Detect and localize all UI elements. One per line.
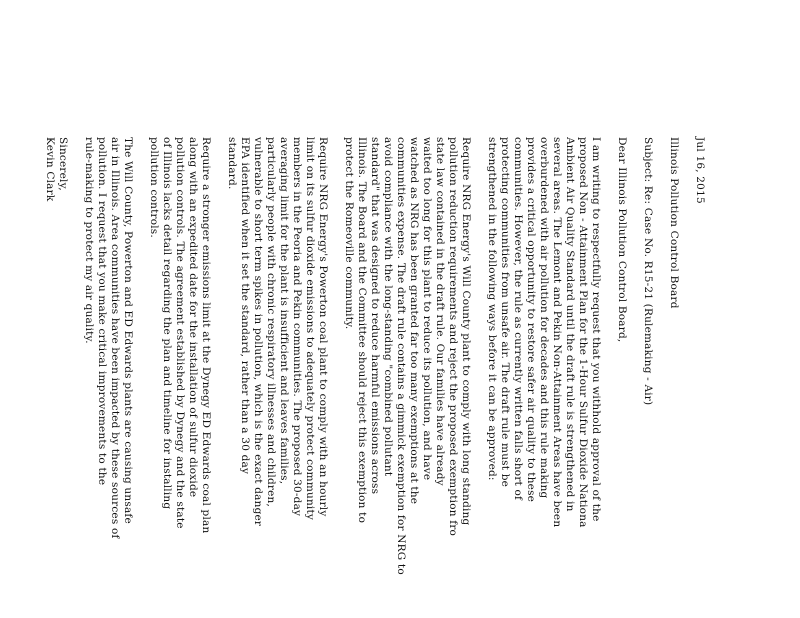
- text-line: pollution. I request that you make critical improvements to the: [96, 137, 108, 486]
- text-line: pollution controls. The agreement established by Dynegy and the state: [174, 137, 186, 529]
- text-line: standard.: [226, 137, 238, 190]
- letter-salutation: Dear Illinois Pollution Control Board,: [616, 137, 628, 343]
- text-line: communities expense. The draft rule contains a gimmick exemption for NRG to: [395, 137, 407, 575]
- text-line: I am writing to respectfully request that you withhold approval of the: [590, 137, 602, 522]
- text-line: Require NRG Energy's Powerton coal plant to comply with an hourly: [317, 137, 329, 517]
- text-line: rule-making to protect my air quality.: [83, 137, 95, 344]
- text-line: vulnerable to short term spikes in pollution, which is the exact danger: [252, 137, 264, 527]
- paragraph-conclusion: [82, 137, 134, 618]
- text-line: The Will County, Powerton and ED Edwards plants are causing unsafe: [122, 137, 134, 524]
- text-line: watched as NRG has been granted far too many exemptions at the: [408, 137, 420, 505]
- text-line: communities. However, the rule as currently written falls short of: [512, 137, 524, 501]
- text-line: proposed Non - Attainment Plan for the 1-Hour Sulfur Dioxide Nationa: [577, 137, 589, 528]
- text-line: particularly people with chronic respiratory illnesses and children,: [265, 137, 277, 508]
- paragraph-intro: [485, 137, 602, 618]
- text-line: avoid compliance with the long-standing "combined pollutant: [382, 137, 394, 477]
- text-line: members in the Peoria and Pekin communities. The proposed 30-day: [291, 137, 303, 517]
- text-line: strengthened in the following ways before it can be approved:: [486, 137, 498, 481]
- text-line: averaging limit for the plant is insufficient and leaves families,: [278, 137, 290, 485]
- text-line: of Illinois lacks detail regarding the plan and timeline for installing: [161, 137, 173, 510]
- text-line: waited too long for this plant to reduce its pollution, and have: [421, 137, 433, 481]
- text-line: EPA identified when it set the standard, rather than a 30 day: [239, 137, 251, 475]
- text-line: air in Illinois. Area communities have been impacted by these sources of: [109, 137, 121, 539]
- letter-closing: Sincerely,: [57, 137, 69, 191]
- text-line: limit on its sulfur dioxide emissions to adequately protect community: [304, 137, 316, 521]
- text-line: Require NRG Energy's Will County plant to comply with long standing: [460, 137, 472, 526]
- text-line: pollution reduction requirements and reject the proposed exemption fro: [447, 137, 459, 537]
- text-line: along with an expedited date for the installation of sulfur dioxide: [187, 137, 199, 498]
- text-line: Require a stronger emissions limit at the Dynegy ED Edwards coal plan: [200, 137, 212, 534]
- paragraph-powerton: [225, 137, 329, 618]
- text-line: Illinois. The Board and the Committee should reject this exemption to: [356, 137, 368, 524]
- text-line: protecting communities from unsafe air. The draft rule must be: [499, 137, 511, 488]
- text-line: protect the Romeoville community.: [343, 137, 355, 330]
- letter-subject: Subject: Re: Case No. R15-21 (Rulemaking - Air): [642, 137, 654, 406]
- text-line: Ambient Air Quality Standard until the draft rule is strengthened in: [564, 137, 576, 512]
- letter-signature: Kevin Clark: [44, 137, 56, 202]
- text-line: several areas. The Lemont and Pekin Non-Attainment Areas have been: [551, 137, 563, 528]
- paragraph-will-county: [342, 137, 472, 618]
- paragraph-ed-edwards: [147, 137, 212, 618]
- text-line: standard" that was designed to reduce harmful emissions across: [369, 137, 381, 495]
- text-line: overburdened with air pollution for decades and this rule making: [538, 137, 550, 499]
- text-line: state law contained in the draft rule. Our families have already: [434, 137, 446, 486]
- letter-recipient: Illinois Pollution Control Board: [668, 137, 680, 309]
- letter-body: [0, 137, 706, 618]
- text-line: provides a critical opportunity to restore safer air quality to these: [525, 137, 537, 503]
- text-line: pollution controls.: [148, 137, 160, 238]
- letter-date: Jul 16, 2015: [694, 137, 706, 204]
